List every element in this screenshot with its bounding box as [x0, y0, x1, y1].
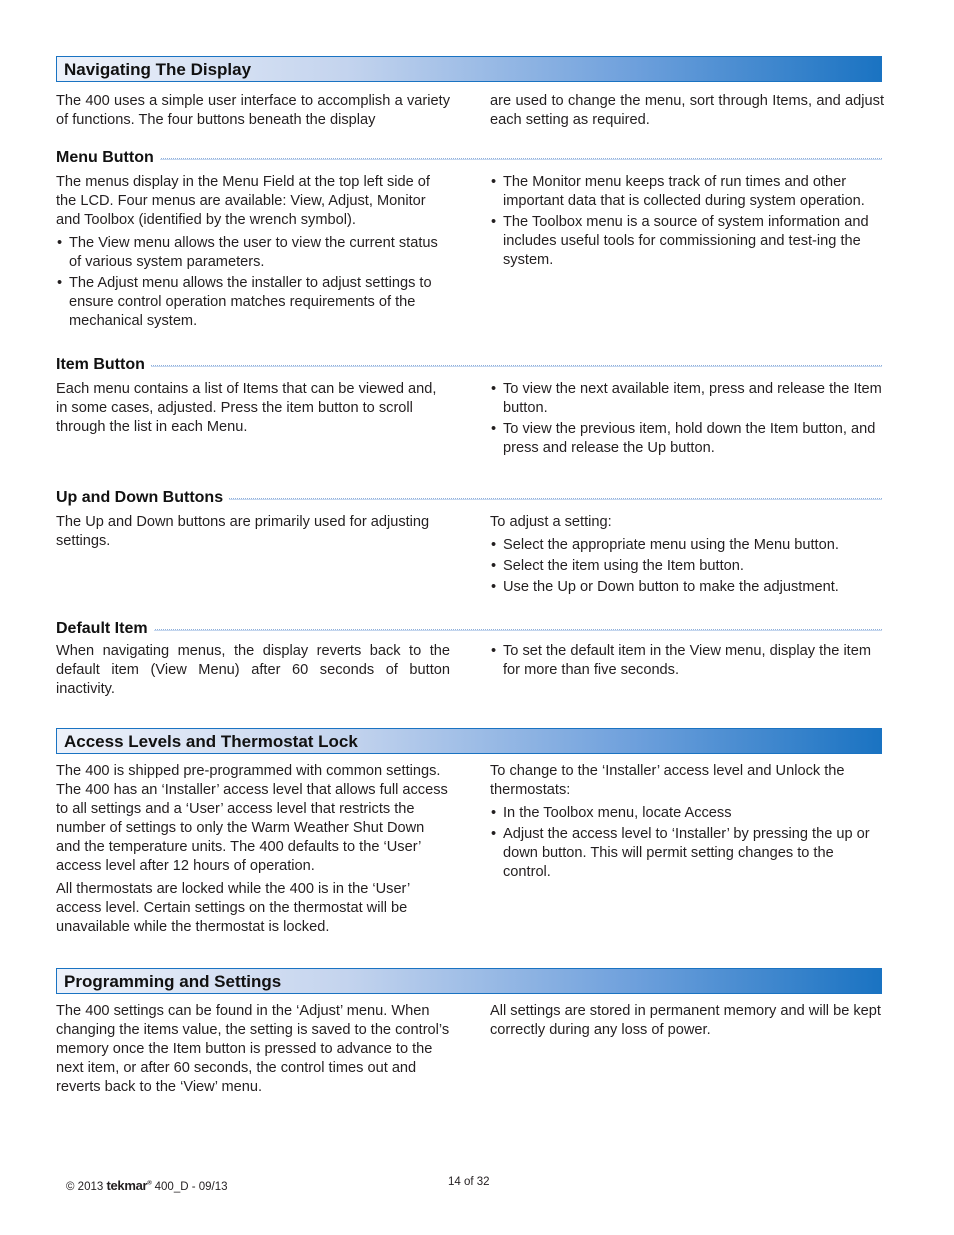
- default-item-left: [56, 642, 450, 703]
- section-header-navigating: [56, 56, 882, 82]
- list-item: • To view the next available item, press and release the Item button.: [490, 380, 884, 418]
- subheading-up-down-buttons: [56, 489, 882, 509]
- subheading-label: Menu Button: [56, 149, 160, 167]
- subheading-label: Item Button: [56, 356, 151, 374]
- divider: [56, 365, 882, 367]
- paragraph: Each menu contains a list of Items that can be viewed and, in some cases, adjusted. Press the item button to scroll through the list in each Menu.: [56, 381, 437, 435]
- item-button-right: [490, 380, 884, 460]
- list-item: • The Toolbox menu is a source of system information and includes useful tools for commissioning and test-ing the system.: [490, 213, 884, 270]
- paragraph: are used to change the menu, sort through Items, and adjust each setting as required.: [490, 93, 884, 128]
- menu-button-left: [56, 173, 450, 333]
- list-item: • To set the default item in the View menu, display the item for more than five seconds.: [490, 642, 884, 680]
- paragraph: To change to the ‘Installer’ access level and Unlock the thermostats:: [490, 763, 845, 798]
- paragraph: The 400 is shipped pre-programmed with common settings. The 400 has an ‘Installer’ access level that allows full access to all settings and a ‘User’ access level that restricts the number of settings to only the Warm Weather Shut Down and the temperature units. The 400 defaults to the ‘User’ access level after 12 hours of operation.: [56, 763, 448, 874]
- page-number-text: 14 of 32: [448, 1176, 490, 1188]
- item-button-left: [56, 380, 450, 441]
- bullet-list: [490, 536, 884, 597]
- subheading-item-button: [56, 356, 882, 376]
- paragraph: The Up and Down buttons are primarily used for adjusting settings.: [56, 514, 430, 549]
- bullet-list: [490, 380, 884, 458]
- list-item: • In the Toolbox menu, locate Access: [490, 804, 884, 823]
- section-header-programming: [56, 968, 882, 994]
- registered-mark: ®: [147, 1180, 152, 1187]
- paragraph: All thermostats are locked while the 400 is in the ‘User’ access level. Certain settings on the thermostat will be unavailable while the thermostat is locked.: [56, 881, 410, 935]
- divider: [56, 629, 882, 631]
- programming-right: [490, 1002, 884, 1044]
- access-left: [56, 762, 450, 941]
- section-header-access: [56, 728, 882, 754]
- paragraph: To adjust a setting:: [490, 514, 612, 530]
- subheading-label: Up and Down Buttons: [56, 489, 229, 507]
- access-right: [490, 762, 884, 884]
- bullet-list: [56, 234, 450, 331]
- copyright: © 2013: [66, 1181, 104, 1193]
- paragraph: The menus display in the Menu Field at the top left side of the LCD. Four menus are available: View, Adjust, Monitor and Toolbox (identified by the wrench symbol).: [56, 174, 430, 228]
- subheading-menu-button: [56, 149, 882, 169]
- brand-logo: [106, 1178, 151, 1193]
- list-item: • Use the Up or Down button to make the adjustment.: [490, 578, 884, 597]
- paragraph: The 400 uses a simple user interface to accomplish a variety of functions. The four buttons beneath the display: [56, 93, 450, 128]
- intro-left: [56, 92, 450, 134]
- paragraph: All settings are stored in permanent memory and will be kept correctly during any loss of power.: [490, 1003, 881, 1038]
- divider: [56, 158, 882, 160]
- document-code: 400_D - 09/13: [154, 1181, 228, 1193]
- list-item: • Select the appropriate menu using the Menu button.: [490, 536, 884, 555]
- section-title: Navigating The Display: [64, 60, 252, 79]
- paragraph: The 400 settings can be found in the ‘Adjust’ menu. When changing the items value, the setting is saved to the control’s memory once the Item button is pressed to advance to the next item, or after 60 seconds, the control times out and reverts back to the ‘View’ menu.: [56, 1003, 450, 1095]
- bullet-list: [490, 642, 884, 680]
- list-item: • The Adjust menu allows the installer to adjust settings to ensure control operation matches requirements of the mechanical system.: [56, 274, 450, 331]
- programming-left: [56, 1002, 450, 1101]
- section-title: Access Levels and Thermostat Lock: [64, 732, 358, 751]
- subheading-default-item: [56, 620, 882, 640]
- page-number: [448, 1176, 490, 1188]
- subheading-label: Default Item: [56, 620, 154, 638]
- default-item-right: [490, 642, 884, 682]
- up-down-right: [490, 513, 884, 599]
- footer-left: [66, 1178, 228, 1193]
- list-item: • The Monitor menu keeps track of run times and other important data that is collected during system operation.: [490, 173, 884, 211]
- brand-name: tekmar: [106, 1178, 148, 1193]
- bullet-list: [490, 804, 884, 882]
- bullet-list: [490, 173, 884, 270]
- paragraph: When navigating menus, the display reverts back to the default item (View Menu) after 60 seconds of button inactivity.: [56, 643, 450, 697]
- section-title: Programming and Settings: [64, 972, 282, 991]
- list-item: • To view the previous item, hold down the Item button, and press and release the Up button.: [490, 420, 884, 458]
- list-item: • Adjust the access level to ‘Installer’ by pressing the up or down button. This will permit setting changes to the control.: [490, 825, 884, 882]
- up-down-left: [56, 513, 450, 555]
- intro-right: [490, 92, 884, 134]
- list-item: • The View menu allows the user to view the current status of various system parameters.: [56, 234, 450, 272]
- list-item: • Select the item using the Item button.: [490, 557, 884, 576]
- menu-button-right: [490, 173, 884, 272]
